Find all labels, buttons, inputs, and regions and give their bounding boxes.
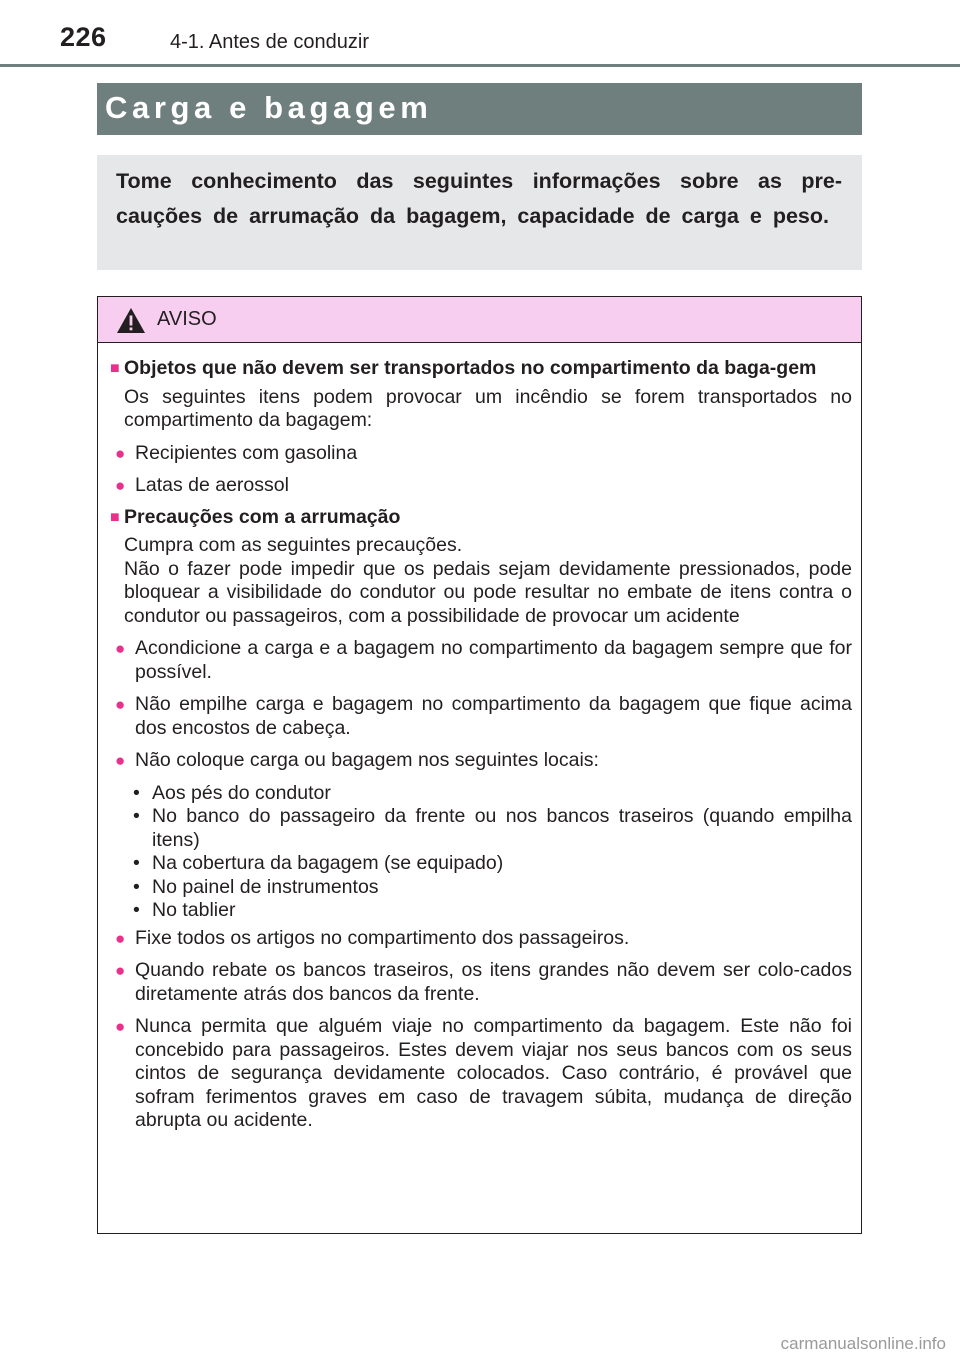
- list-item-text: Fixe todos os artigos no compartimento dos passageiros.: [135, 926, 630, 949]
- list-item: [115, 474, 852, 498]
- list-item-text: Acondicione a carga e a bagagem no compartimento da bagagem sempre que for possível.: [135, 637, 852, 683]
- list-item: [115, 749, 852, 773]
- sub-list-item: • Na cobertura da bagagem (se equipado): [133, 852, 504, 874]
- paragraph-line: Cumpra com as seguintes precauções.: [124, 534, 463, 556]
- list-item: [115, 442, 852, 466]
- warning-label: AVISO: [157, 308, 217, 330]
- circle-bullet-icon: ●: [115, 476, 126, 495]
- heading-text: Precauções com a arrumação: [124, 505, 401, 528]
- section-title: Carga e bagagem: [97, 83, 862, 135]
- watermark: carmanualsonline.info: [780, 1334, 946, 1353]
- warning-heading: [110, 506, 852, 530]
- square-bullet-icon: ■: [110, 508, 120, 526]
- square-bullet-icon: ■: [110, 360, 120, 377]
- warning-header: [98, 297, 861, 343]
- page-number: 226: [60, 22, 107, 52]
- list-item: [115, 959, 852, 1006]
- circle-bullet-icon: ●: [115, 1017, 126, 1036]
- sub-list: [133, 782, 852, 923]
- circle-bullet-icon: ●: [115, 961, 126, 980]
- circle-bullet-icon: ●: [115, 695, 126, 714]
- list-item-text: Nunca permita que alguém viaje no compartimento da bagagem. Este não foi concebido para passageiros. Estes devem viajar nos seus bancos com os seus cintos de segurança devidamente colocados. Caso contrário, é provável que sofram ferimentos graves em caso de travagem súbita, mudança de direção abrupta ou acidente.: [135, 1015, 852, 1131]
- heading-text: Objetos que não devem ser transportados no compartimento da baga-gem: [124, 357, 817, 379]
- warning-box: [97, 296, 862, 1234]
- warning-triangle-icon: [116, 307, 146, 334]
- warning-body: [98, 343, 861, 1133]
- paragraph-line: Não o fazer pode impedir que os pedais sejam devidamente pressionados, pode bloquear a visibilidade do condutor ou pode resultar no embate de itens contra o condutor ou passageiros, com a possibilidade de provocar um acidente: [124, 557, 852, 627]
- circle-bullet-icon: ●: [115, 639, 126, 658]
- list-item-text: Quando rebate os bancos traseiros, os itens grandes não devem ser colo-cados diretamente atrás dos bancos da frente.: [135, 959, 852, 1005]
- sub-list-item: • Aos pés do condutor: [133, 781, 331, 804]
- list-item-text: Não coloque carga ou bagagem nos seguintes locais:: [135, 749, 599, 771]
- list-item-text: Recipientes com gasolina: [135, 441, 358, 464]
- circle-bullet-icon: ●: [115, 928, 126, 948]
- intro-box: Tome conhecimento das seguintes informações sobre as pre-cauções de arrumação da bagagem, capacidade de carga e peso.: [97, 155, 862, 270]
- list-item: [115, 637, 852, 684]
- paragraph: Os seguintes itens podem provocar um incêndio se forem transportados no compartimento da bagagem:: [124, 385, 852, 431]
- sub-list-item: • No painel de instrumentos: [133, 875, 379, 898]
- header-rule: [0, 64, 960, 67]
- circle-bullet-icon: ●: [115, 751, 126, 770]
- sub-list-item: • No banco do passageiro da frente ou nos bancos traseiros (quando empilha itens): [133, 805, 852, 851]
- circle-bullet-icon: ●: [115, 443, 126, 463]
- list-item-text: Não empilhe carga e bagagem no compartimento da bagagem que fique acima dos encostos de cabeça.: [135, 693, 852, 739]
- list-item: [115, 927, 852, 951]
- chapter-title: 4-1. Antes de conduzir: [170, 31, 370, 53]
- warning-heading: [110, 357, 852, 381]
- list-item-text: Latas de aerossol: [135, 474, 289, 496]
- list-item: [115, 693, 852, 740]
- sub-list-item: • No tablier: [133, 899, 236, 921]
- list-item: [115, 1015, 852, 1133]
- paragraph: [124, 534, 852, 628]
